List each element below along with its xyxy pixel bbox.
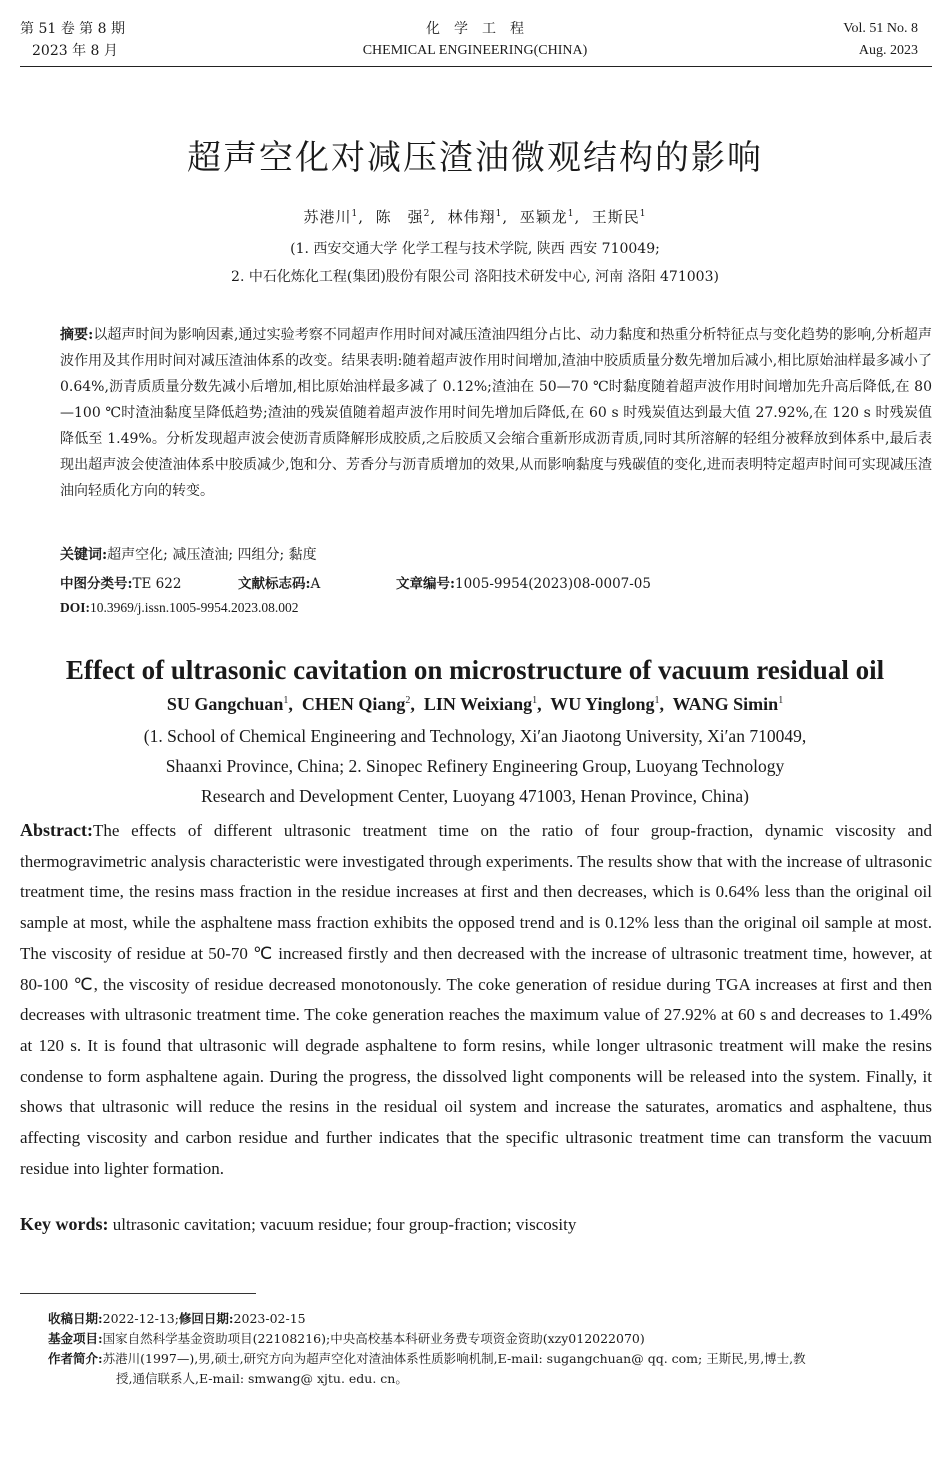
author-zh: 苏港川 [303, 208, 352, 226]
clc-value: TE 622 [132, 576, 182, 592]
footnote-rule [20, 1293, 256, 1294]
keywords-zh-text: 超声空化; 减压渣油; 四组分; 黏度 [107, 547, 317, 563]
running-header [0, 14, 950, 66]
author-aff-mark: 1 [778, 695, 784, 706]
abstract-en-text: The effects of different ultrasonic treatment time on the ratio of four group-fraction, dynamic viscosity and thermogravimetric analysis characteristic were investigated through experiments. The results show that with the increase of ultrasonic treatment time, the resins mass fraction in the residue increases at first and then decreases, which is 0.64% less than the original oil sample at most, while the asphaltene mass fraction exhibits the opposed trend and is 0.12% less than the original oil sample at most. The viscosity of residue at 50-70 ℃ increased firstly and then decreased with the increase of ultrasonic treatment time, however, at 80-100 ℃, the viscosity of residue decreased monotonously. The coke generation of residue during TGA increases at first and then decreases with ultrasonic treatment time. The coke generation reaches the maximum value of 27.92% at 60 s and decreases to 1.49% at 120 s. It is found that ultrasonic will degrade asphaltene to form resins, while longer ultrasonic treatment will make the resins condense to form asphaltene again. During the progress, the dissolved light components will be released into the system. Finally, it shows that ultrasonic will reduce the resins in the residual oil system and increase the saturates, aromatics and asphaltene, thus affecting viscosity and carbon residue and further indicates that the specific ultrasonic treatment time can transform the vacuum residue into lighter formation. [20, 821, 932, 1178]
author-aff-mark: 1 [283, 695, 289, 706]
keywords-zh [60, 544, 317, 564]
authors-zh: 苏港川$^1$, 陈 强$^2$, 林伟翔$^1$, 巫颖龙$^1$, 王斯民$^1$ [303, 208, 647, 226]
author-en: SU Gangchuan [166, 694, 284, 714]
doc-code-label: 文献标志码: [238, 576, 311, 592]
author-en: CHEN Qiang [301, 694, 406, 714]
doc-code-value: A [310, 576, 321, 592]
bio-line-2: 授,通信联系人,E-mail: smwang@ xjtu. edu. cn。 [116, 1371, 408, 1386]
author-zh: 巫颖龙 [519, 208, 568, 226]
footnote-funding [48, 1329, 938, 1349]
keywords-en-text: ultrasonic cavitation; vacuum residue; four group-fraction; viscosity [108, 1215, 577, 1234]
author-aff-mark: 2 [423, 209, 431, 219]
title-en: Effect of ultrasonic cavitation on microstructure of vacuum residual oil [65, 655, 885, 685]
author-zh: 林伟翔 [447, 208, 496, 226]
abstract-zh [60, 322, 932, 504]
article-number [396, 572, 651, 592]
author-en: WU Yinglong [550, 694, 655, 714]
header-volume-zh: 第 51 卷 第 8 期 [20, 21, 125, 37]
keywords-en [20, 1214, 576, 1235]
footnote-author-bio [48, 1349, 938, 1389]
received-value: 2022-12-13; [102, 1311, 179, 1326]
affiliation-en-line: (1. School of Chemical Engineering and Technology, Xi′an Jiaotong University, Xi′an 710049, [143, 726, 807, 746]
clc-label: 中图分类号: [60, 576, 133, 592]
keywords-zh-label: 关键词: [60, 547, 108, 563]
author-aff-mark: 1 [567, 209, 575, 219]
header-center [0, 18, 950, 62]
abstract-zh-label: 摘要: [60, 327, 94, 343]
article-number-value: 1005-9954(2023)08-0007-05 [454, 576, 651, 592]
authors-en: SU Gangchuan$^1$, CHEN Qiang$^2$, LIN Weixiang$^1$, WU Yinglong$^1$, WANG Simin$^1$ [166, 694, 784, 714]
header-journal-en: CHEMICAL ENGINEERING(CHINA) [362, 43, 588, 58]
title-zh: 超声空化对减压渣油微观结构的影响 [187, 138, 763, 178]
header-volume-en: Vol. 51 No. 8 [843, 21, 918, 36]
header-rule [20, 66, 932, 67]
article-number-label: 文章编号: [396, 576, 455, 592]
author-aff-mark: 1 [654, 695, 660, 706]
fund-value: 国家自然科学基金资助项目(22108216);中央高校基本科研业务费专项资金资助(xzy012022070) [102, 1331, 645, 1346]
document-code [238, 572, 320, 592]
author-aff-mark: 1 [495, 209, 503, 219]
doi-value: 10.3969/j.issn.1005-9954.2023.08.002 [90, 600, 299, 615]
author-aff-mark: 1 [639, 209, 647, 219]
doi [60, 600, 299, 616]
footnote-dates [48, 1309, 938, 1329]
author-aff-mark: 2 [405, 695, 411, 706]
author-aff-mark: 1 [532, 695, 538, 706]
affiliation-zh-line: (1. 西安交通大学 化学工程与技术学院, 陕西 西安 710049; [290, 241, 660, 257]
bio-label: 作者简介: [48, 1351, 103, 1366]
affiliation-zh-line: 2. 中石化炼化工程(集团)股份有限公司 洛阳技术研发中心, 河南 洛阳 471003) [231, 269, 719, 285]
author-zh: 王斯民 [591, 208, 640, 226]
author-en: LIN Weixiang [423, 694, 533, 714]
header-journal-zh: 化学工程 [426, 21, 538, 37]
bio-line-1: 苏港川(1997—),男,硕士,研究方向为超声空化对渣油体系性质影响机制,E-mail: sugangchuan@ qq. com; 王斯民,男,博士,教 [102, 1351, 806, 1366]
abstract-zh-text: 以超声时间为影响因素,通过实验考察不同超声作用时间对减压渣油四组分占比、动力黏度和热重分析特征点与变化趋势的影响,分析超声波作用及其作用时间对减压渣油体系的改变。结果表明:随着超声波作用时间增加,渣油中胶质质量分数先增加后减小,相比原始油样最多减小了 0.64%,沥青质质量分数先减小后增加,相比原始油样最多减了 0.12%;渣油在 50—70 ℃时黏度随着超声波作用时间增加先升高后降低,在 80—100 ℃时渣油黏度呈降低趋势;渣油的残炭值随着超声波作用时间先增加后降低,在 60 s 时残炭值达到最大值 27.92%,在 120 s 时残炭值降低至 1.49%。分析发现超声波会使沥青质降解形成胶质,之后胶质又会缩合重新形成沥青质,同时其所溶解的轻组分被释放到体系中,最后表现出超声波会使渣油体系中胶质减少,饱和分、芳香分与沥青质增加的效果,从而影响黏度与残碳值的变化,进而表明特定超声时间可实现减压渣油向轻质化方向的转变。 [60, 327, 932, 499]
header-right [843, 18, 918, 62]
author-aff-mark: 1 [351, 209, 359, 219]
fund-label: 基金项目: [48, 1331, 103, 1346]
author-zh: 陈 强 [375, 208, 424, 226]
keywords-en-label: Key words: [20, 1214, 109, 1234]
header-date-en: Aug. 2023 [858, 43, 918, 58]
received-label: 收稿日期: [48, 1311, 103, 1326]
abstract-en-label: Abstract: [20, 820, 93, 840]
affiliation-en-line: Shaanxi Province, China; 2. Sinopec Refinery Engineering Group, Luoyang Technology [165, 756, 785, 776]
abstract-en [20, 815, 932, 1184]
revised-label: 修回日期: [178, 1311, 234, 1326]
header-date-zh: 2023 年 8 月 [32, 43, 118, 59]
author-en: WANG Simin [672, 694, 779, 714]
revised-value: 2023-02-15 [233, 1311, 306, 1326]
affiliation-en-line: Research and Development Center, Luoyang 471003, Henan Province, China) [201, 786, 749, 806]
doi-label: DOI: [60, 600, 90, 615]
clc-number [60, 572, 181, 592]
